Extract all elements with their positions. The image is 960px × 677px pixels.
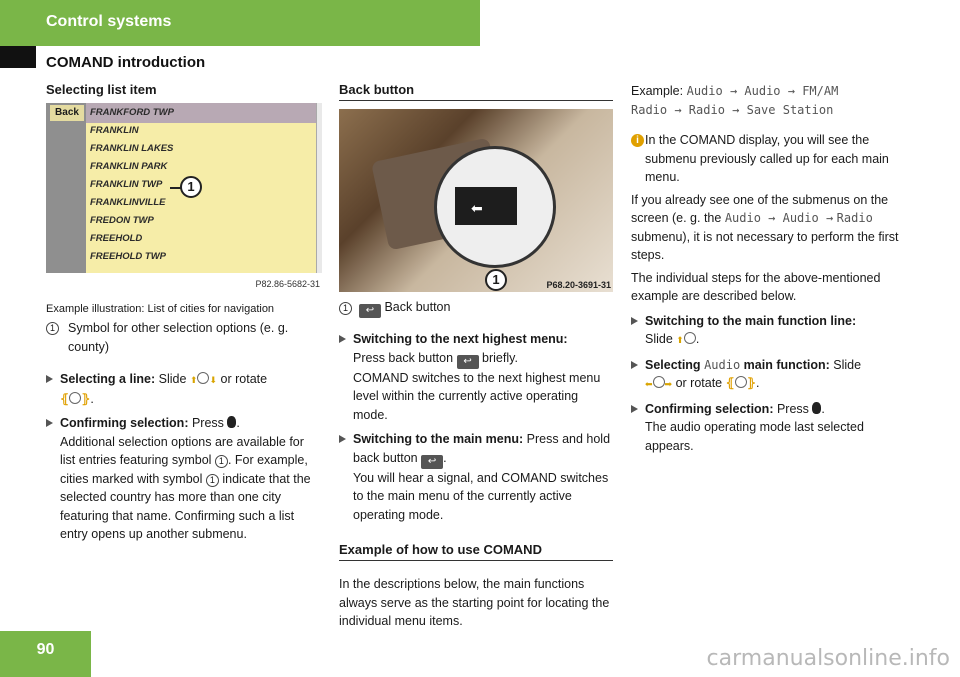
bullet-arrow-icon xyxy=(46,375,53,383)
step-text: Press xyxy=(191,416,224,430)
para-text: submenu), it is not necessary to perform the first steps. xyxy=(631,229,899,262)
legend-text: Back button xyxy=(384,300,451,314)
slide-up-icon: ⬆ xyxy=(189,375,198,385)
legend-back-button xyxy=(339,298,613,318)
city-list-illustration xyxy=(46,103,322,291)
section-tab xyxy=(0,46,36,68)
heading-example: Example of how to use COMAND xyxy=(339,542,613,561)
photo-code: P68.20-3691-31 xyxy=(546,280,611,290)
column-3 xyxy=(631,82,911,455)
rotate-right-icon: ⦄ xyxy=(746,376,756,390)
header-bar xyxy=(0,0,480,46)
step-select-audio: Selecting Audio main function: Slide ⬅ ➡ or rotate ⦃ ⦄. xyxy=(631,356,911,394)
controller-icon xyxy=(653,376,665,388)
press-icon xyxy=(227,416,236,428)
step-next-highest-menu xyxy=(339,330,613,424)
example-label: Example: xyxy=(631,84,684,98)
bullet-arrow-icon xyxy=(631,361,638,369)
step-title: Selecting xyxy=(645,357,701,372)
watermark: carmanualsonline.info xyxy=(706,646,950,671)
bullet-arrow-icon xyxy=(46,419,53,427)
back-button-photo xyxy=(339,109,613,292)
step-selecting-line: Selecting a line: Slide ⬆ ⬇ or rotate ⦃ ⦄. xyxy=(46,370,322,408)
step-confirming-selection: Confirming selection: Press . Additional selection options are available for list entries featuring symbol 1 . For example, cities marked with symbol 1 indicate that the selected country has more than one city featuring that name. Confirming such a list entry opens up another submenu. xyxy=(46,414,322,544)
step-text: Additional selection options are available for list entries featuring symbol xyxy=(60,434,304,467)
step-text: You will hear a signal, and COMAND switches to the main menu of the currently active operating mode. xyxy=(353,470,609,522)
controller-icon xyxy=(684,332,696,344)
note-1 xyxy=(46,319,322,356)
step-main-function-line: Switching to the main function line: Slide ⬆ . xyxy=(631,312,911,350)
info-text: In the COMAND display, you will see the submenu previously called up for each main menu. xyxy=(645,133,889,184)
controller-icon xyxy=(735,376,747,388)
step-title: Switching to the next highest menu: xyxy=(353,332,568,346)
city-item: FREDON TWP xyxy=(90,215,154,226)
controller-icon xyxy=(197,372,209,384)
bullet-arrow-icon xyxy=(339,335,346,343)
menu-path: Audio → Audio → xyxy=(724,211,834,225)
bullet-arrow-icon xyxy=(339,435,346,443)
step-text: COMAND switches to the next highest menu level within the currently active operating mode. xyxy=(353,370,601,422)
rotate-right-icon: ⦄ xyxy=(81,391,91,406)
column-1 xyxy=(46,82,322,544)
step-text: The audio operating mode last selected appears. xyxy=(645,420,864,453)
step-text: Press xyxy=(776,401,809,416)
press-icon xyxy=(812,402,821,414)
step-text: Slide xyxy=(158,372,187,386)
info-icon: i xyxy=(631,134,644,147)
city-item: FRANKFORD TWP xyxy=(90,107,174,118)
bullet-arrow-icon xyxy=(631,317,638,325)
paragraph-submenus xyxy=(631,191,911,265)
illustration-caption: Example illustration: List of cities for navigation xyxy=(46,303,275,315)
back-label: Back xyxy=(50,105,84,121)
callout-marker: 1 xyxy=(180,176,202,198)
city-item: FRANKLIN LAKES xyxy=(90,143,174,154)
rotate-left-icon: ⦃ xyxy=(725,376,735,390)
back-button-icon: ↩ xyxy=(421,455,443,469)
slide-up-icon: ⬆ xyxy=(676,335,684,345)
city-item: FRANKLINVILLE xyxy=(90,197,166,208)
back-button-icon: ↩ xyxy=(359,304,381,318)
step-title: Switching to the main function line: xyxy=(645,313,857,328)
city-item: FRANKLIN xyxy=(90,125,139,136)
slide-left-icon: ⬅ xyxy=(645,379,653,389)
symbol-1-icon: 1 xyxy=(215,455,228,468)
step-text: Press and hold back button xyxy=(353,432,611,465)
step-text: briefly. xyxy=(482,350,518,365)
screen-left-panel xyxy=(46,103,86,273)
step-text: or rotate xyxy=(220,372,268,386)
city-item: FRANKLIN TWP xyxy=(90,179,163,190)
back-button-icon: ↩ xyxy=(457,355,479,369)
step-confirm-audio: Confirming selection: Press . The audio operating mode last selected appears. xyxy=(631,400,911,456)
rotate-left-icon: ⦃ xyxy=(60,391,70,406)
menu-path: Audio → Audio → FM/AM xyxy=(686,84,839,98)
step-main-menu: Switching to the main menu: Press and hold back button ↩ . You will hear a signal, and COMAND switches to the main menu of the currently active operating mode. xyxy=(339,430,613,524)
step-text: Slide xyxy=(645,332,673,346)
back-button-closeup xyxy=(455,187,517,225)
step-title: Confirming selection: xyxy=(60,416,189,430)
paragraph-steps: The individual steps for the above-mentioned example are described below. xyxy=(631,270,881,303)
legend-number: 1 xyxy=(339,302,352,315)
note-number: 1 xyxy=(46,322,59,335)
step-text: or rotate xyxy=(675,376,723,390)
info-note xyxy=(631,131,911,187)
step-title: Selecting a line: xyxy=(60,372,156,386)
page-number: 90 xyxy=(0,631,91,677)
menu-path: Audio xyxy=(704,357,741,372)
city-item: FRANKLIN PARK xyxy=(90,161,168,172)
symbol-1-icon: 1 xyxy=(206,474,219,487)
step-text: Slide xyxy=(833,357,862,372)
step-title: main function: xyxy=(743,357,830,372)
controller-icon xyxy=(69,392,81,404)
back-arrow-icon: ⬅ xyxy=(471,200,483,216)
step-text: Press back button xyxy=(353,350,454,365)
callout-marker: 1 xyxy=(485,269,507,291)
menu-path: Radio xyxy=(836,211,873,225)
slide-down-icon: ⬇ xyxy=(209,375,218,385)
page-subtitle: COMAND introduction xyxy=(46,54,206,71)
heading-back-button: Back button xyxy=(339,82,613,101)
example-intro: In the descriptions below, the main functions always serve as the starting point for locating the individual menu items. xyxy=(339,577,610,628)
section-title: Control systems xyxy=(46,13,172,30)
note-text: Symbol for other selection options (e. g. county) xyxy=(68,321,289,354)
bullet-arrow-icon xyxy=(631,405,638,413)
slide-right-icon: ➡ xyxy=(664,379,673,389)
step-text: indicate that the selected country has more than one city featuring that name. Confirming such a list entry opens up another submenu. xyxy=(60,471,311,541)
column-2 xyxy=(339,82,613,631)
example-path xyxy=(631,82,911,119)
scrollbar xyxy=(316,103,322,273)
city-item: FREEHOLD TWP xyxy=(90,251,166,262)
para-text: If you already see one of the submenus on the screen (e. g. the xyxy=(631,192,889,225)
step-title: Confirming selection: xyxy=(645,401,774,416)
menu-path: Radio → Radio → Save Station xyxy=(631,102,834,117)
heading-selecting-list-item: Selecting list item xyxy=(46,82,157,97)
step-title: Switching to the main menu: xyxy=(353,432,524,446)
city-item: FREEHOLD xyxy=(90,233,143,244)
illustration-code: P82.86-5682-31 xyxy=(255,279,320,289)
step-text: . For example, cities marked with symbol xyxy=(60,453,308,486)
